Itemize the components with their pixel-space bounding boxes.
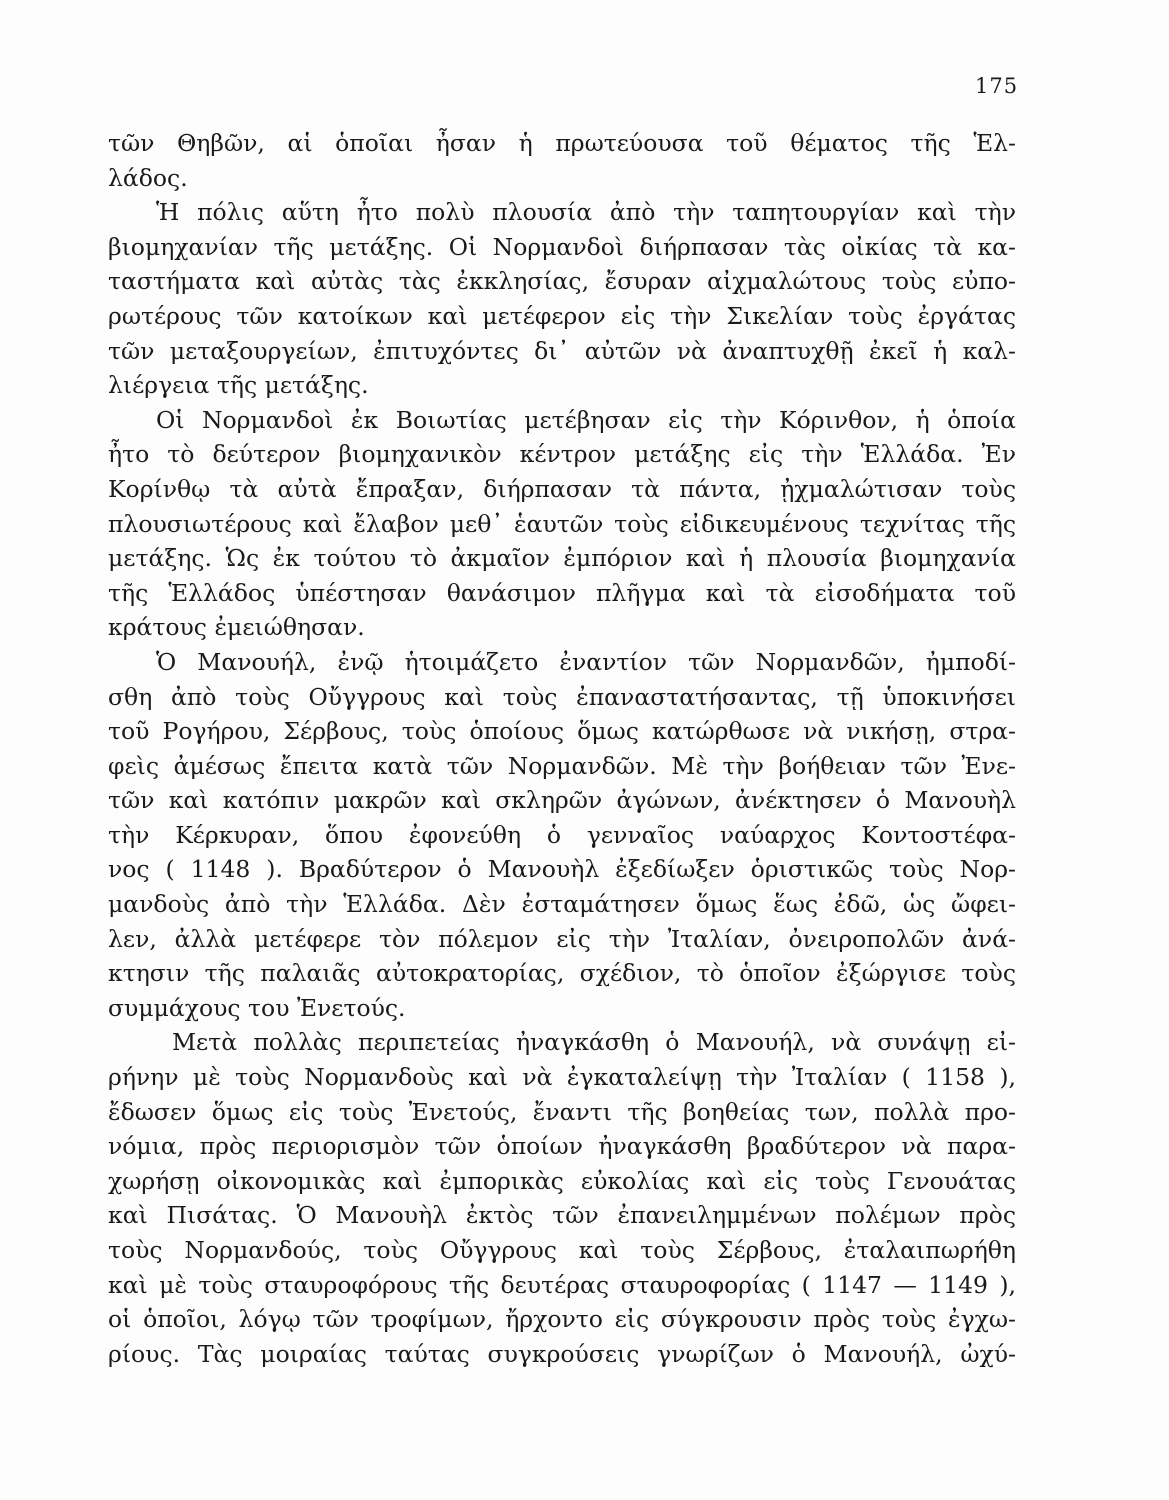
text-line: ρίους. Τὰς μοιραίας ταύτας συγκρούσεις γνωρίζων ὁ Μανουήλ, ὠχύ- xyxy=(108,1339,1016,1368)
text-line: ταστήματα καὶ αὐτὰς τὰς ἐκκλησίας, ἔσυραν αἰχμαλώτους τοὺς εὐπο- xyxy=(108,267,1016,296)
text-line: ἔδωσεν ὅμως εἰς τοὺς Ἐνετούς, ἔναντι τῆς βοηθείας των, πολλὰ προ- xyxy=(108,1097,1016,1126)
text-line: Κορίνθῳ τὰ αὐτὰ ἔπραξαν, διήρπασαν τὰ πάντα, ᾐχμαλώτισαν τοὺς xyxy=(108,474,1016,503)
text-line: τοῦ Ρογήρου, Σέρβους, τοὺς ὁποίους ὅμως κατώρθωσε νὰ νικήσῃ, στρα- xyxy=(108,717,1016,746)
text-line: Ὁ Μανουήλ, ἐνῷ ἡτοιμάζετο ἐναντίον τῶν Νορμανδῶν, ἠμποδί- xyxy=(156,647,1016,676)
text-line: μετάξης. Ὡς ἐκ τούτου τὸ ἀκμαῖον ἐμπόριον καὶ ἡ πλουσία βιομηχανία xyxy=(108,544,1016,573)
text-line: Μετὰ πολλὰς περιπετείας ἠναγκάσθη ὁ Μανουήλ, νὰ συνάψῃ εἰ- xyxy=(172,1028,1016,1057)
text-line: τῆς Ἑλλάδος ὑπέστησαν θανάσιμον πλῆγμα καὶ τὰ εἰσοδήματα τοῦ xyxy=(108,578,1016,607)
text-line: τὴν Κέρκυραν, ὅπου ἐφονεύθη ὁ γενναῖος ναύαρχος Κοντοστέφα- xyxy=(108,820,1016,849)
text-line: πλουσιωτέρους καὶ ἔλαβον μεθ᾽ ἑαυτῶν τοὺς εἰδικευμένους τεχνίτας τῆς xyxy=(108,509,1016,538)
text-line: οἱ ὁποῖοι, λόγῳ τῶν τροφίμων, ἤρχοντο εἰς σύγκρουσιν πρὸς τοὺς ἐγχω- xyxy=(108,1305,1016,1334)
text-line: νόμια, πρὸς περιορισμὸν τῶν ὁποίων ἠναγκάσθη βραδύτερον νὰ παρα- xyxy=(108,1132,1016,1161)
text-line: ρωτέρους τῶν κατοίκων καὶ μετέφερον εἰς τὴν Σικελίαν τοὺς ἐργάτας xyxy=(108,301,1016,330)
text-line: μανδοὺς ἀπὸ τὴν Ἑλλάδα. Δὲν ἐσταμάτησεν ὅμως ἕως ἐδῶ, ὡς ὤφει- xyxy=(108,890,1016,919)
text-line: ρήνην μὲ τοὺς Νορμανδοὺς καὶ νὰ ἐγκαταλείψῃ τὴν Ἰταλίαν ( 1158 ), xyxy=(108,1063,1016,1092)
text-line: λεν, ἀλλὰ μετέφερε τὸν πόλεμον εἰς τὴν Ἰταλίαν, ὀνειροπολῶν ἀνά- xyxy=(108,924,1016,953)
page-number: 175 xyxy=(975,74,1019,98)
text-line: Οἱ Νορμανδοὶ ἐκ Βοιωτίας μετέβησαν εἰς τὴν Κόρινθον, ἡ ὁποία xyxy=(156,405,1016,434)
text-line: καὶ μὲ τοὺς σταυροφόρους τῆς δευτέρας σταυροφορίας ( 1147 — 1149 ), xyxy=(108,1270,1016,1299)
text-line: κράτους ἐμειώθησαν. xyxy=(108,613,365,642)
text-line: τῶν μεταξουργείων, ἐπιτυχόντες δι᾽ αὐτῶν νὰ ἀναπτυχθῇ ἐκεῖ ἡ καλ- xyxy=(108,336,1016,365)
text-line: καὶ Πισάτας. Ὁ Μανουὴλ ἐκτὸς τῶν ἐπανειλημμένων πολέμων πρὸς xyxy=(108,1201,1016,1230)
text-line: νος ( 1148 ). Βραδύτερον ὁ Μανουὴλ ἐξεδίωξεν ὁριστικῶς τοὺς Νορ- xyxy=(108,855,1016,884)
text-line: τῶν καὶ κατόπιν μακρῶν καὶ σκληρῶν ἀγώνων, ἀνέκτησεν ὁ Μανουὴλ xyxy=(108,786,1016,815)
text-line: κτησιν τῆς παλαιᾶς αὐτοκρατορίας, σχέδιον, τὸ ὁποῖον ἐξώργισε τοὺς xyxy=(108,959,1016,988)
text-line: λιέργεια τῆς μετάξης. xyxy=(108,371,369,400)
text-line: βιομηχανίαν τῆς μετάξης. Οἱ Νορμανδοὶ διήρπασαν τὰς οἰκίας τὰ κα- xyxy=(108,232,1016,261)
text-line: συμμάχους του Ἐνετούς. xyxy=(108,993,406,1022)
body-text xyxy=(108,126,1016,1371)
text-line: σθη ἀπὸ τοὺς Οὔγγρους καὶ τοὺς ἐπαναστατήσαντας, τῇ ὑποκινήσει xyxy=(108,682,1016,711)
text-line: τῶν Θηβῶν, αἱ ὁποῖαι ἦσαν ἡ πρωτεύουσα τοῦ θέματος τῆς Ἑλ- xyxy=(108,129,1016,157)
text-line: ἦτο τὸ δεύτερον βιομηχανικὸν κέντρον μετάξης εἰς τὴν Ἑλλάδα. Ἐν xyxy=(108,440,1016,469)
text-line: Ἡ πόλις αὕτη ἦτο πολὺ πλουσία ἀπὸ τὴν ταπητουργίαν καὶ τὴν xyxy=(156,198,1016,227)
text-line: τοὺς Νορμανδούς, τοὺς Οὔγγρους καὶ τοὺς Σέρβους, ἐταλαιπωρήθη xyxy=(108,1236,1016,1264)
text-line: χωρήσῃ οἰκονομικὰς καὶ ἐμπορικὰς εὐκολίας καὶ εἰς τοὺς Γενουάτας xyxy=(108,1166,1016,1195)
text-line: λάδος. xyxy=(108,163,188,192)
text-line: φεὶς ἀμέσως ἔπειτα κατὰ τῶν Νορμανδῶν. Μὲ τὴν βοήθειαν τῶν Ἐνε- xyxy=(108,751,1016,780)
